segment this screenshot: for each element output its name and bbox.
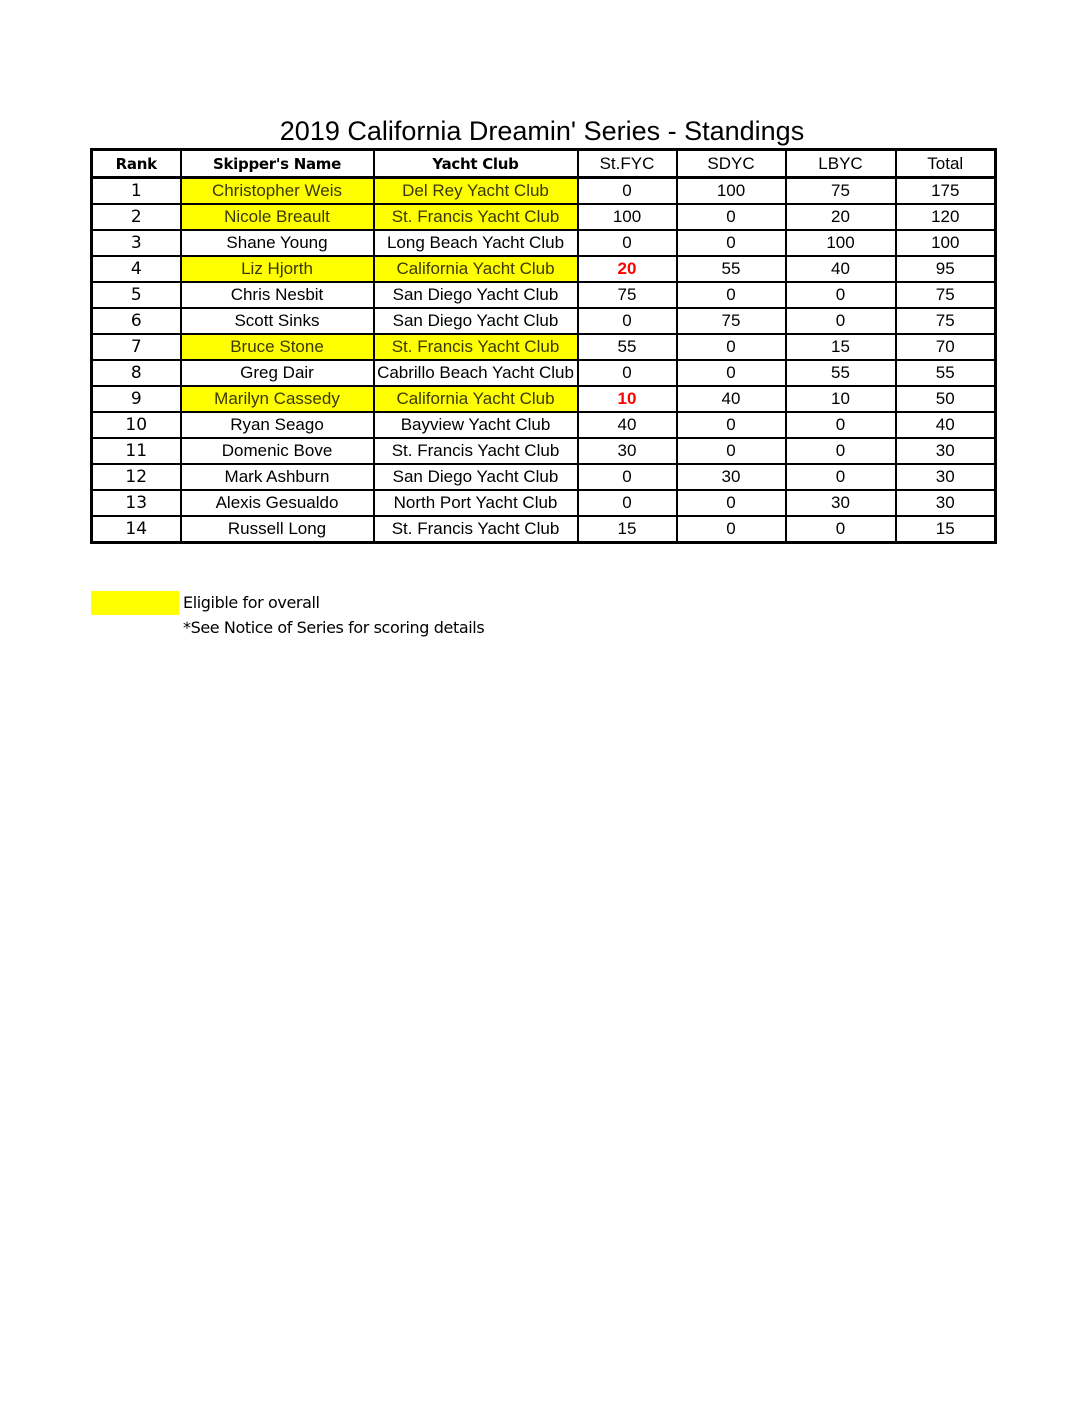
skipper-name-cell: Bruce Stone: [181, 334, 374, 360]
total-cell: 50: [896, 386, 996, 412]
total-cell: 175: [896, 178, 996, 205]
yacht-club-cell: Long Beach Yacht Club: [374, 230, 578, 256]
legend-label: Eligible for overall: [183, 593, 320, 612]
total-cell: 75: [896, 282, 996, 308]
standings-table: [90, 148, 997, 544]
sdyc-cell: 40: [677, 386, 786, 412]
header-skipper-name: Skipper's Name: [181, 150, 374, 178]
table-row: [92, 308, 996, 334]
lbyc-cell: 30: [786, 490, 896, 516]
stfyc-cell: 100: [578, 204, 677, 230]
total-cell: 30: [896, 464, 996, 490]
lbyc-cell: 20: [786, 204, 896, 230]
skipper-name-cell: Mark Ashburn: [181, 464, 374, 490]
sdyc-cell: 0: [677, 438, 786, 464]
rank-cell: 11: [92, 438, 181, 464]
sdyc-cell: 0: [677, 412, 786, 438]
table-row: [92, 256, 996, 282]
stfyc-cell: 0: [578, 178, 677, 205]
stfyc-cell: 0: [578, 490, 677, 516]
legend-swatch: [91, 591, 179, 615]
skipper-name-cell: Liz Hjorth: [181, 256, 374, 282]
scoring-note: *See Notice of Series for scoring details: [183, 618, 485, 637]
sdyc-cell: 0: [677, 516, 786, 543]
page-title: 2019 California Dreamin' Series - Standings: [279, 116, 805, 146]
yacht-club-cell: St. Francis Yacht Club: [374, 204, 578, 230]
lbyc-cell: 0: [786, 516, 896, 543]
total-cell: 30: [896, 438, 996, 464]
yacht-club-cell: St. Francis Yacht Club: [374, 334, 578, 360]
total-cell: 15: [896, 516, 996, 543]
yacht-club-cell: San Diego Yacht Club: [374, 308, 578, 334]
stfyc-cell: 0: [578, 464, 677, 490]
table-row: [92, 516, 996, 543]
stfyc-cell: 55: [578, 334, 677, 360]
skipper-name-cell: Christopher Weis: [181, 178, 374, 205]
stfyc-cell: 0: [578, 308, 677, 334]
sdyc-cell: 55: [677, 256, 786, 282]
table-row: [92, 334, 996, 360]
rank-cell: 9: [92, 386, 181, 412]
rank-cell: 2: [92, 204, 181, 230]
total-cell: 120: [896, 204, 996, 230]
total-cell: 75: [896, 308, 996, 334]
yacht-club-cell: San Diego Yacht Club: [374, 464, 578, 490]
rank-cell: 6: [92, 308, 181, 334]
skipper-name-cell: Alexis Gesualdo: [181, 490, 374, 516]
stfyc-cell: 0: [578, 360, 677, 386]
total-cell: 30: [896, 490, 996, 516]
table-row: [92, 204, 996, 230]
total-cell: 95: [896, 256, 996, 282]
lbyc-cell: 40: [786, 256, 896, 282]
sdyc-cell: 0: [677, 490, 786, 516]
rank-cell: 5: [92, 282, 181, 308]
table-row: [92, 178, 996, 205]
total-cell: 100: [896, 230, 996, 256]
sdyc-cell: 0: [677, 334, 786, 360]
rank-cell: 1: [92, 178, 181, 205]
table-row: [92, 230, 996, 256]
stfyc-cell: 75: [578, 282, 677, 308]
table-row: [92, 412, 996, 438]
stfyc-cell: 15: [578, 516, 677, 543]
stfyc-cell: 40: [578, 412, 677, 438]
sdyc-cell: 100: [677, 178, 786, 205]
total-cell: 40: [896, 412, 996, 438]
table-header-row: [92, 150, 996, 178]
stfyc-cell: 0: [578, 230, 677, 256]
lbyc-cell: 75: [786, 178, 896, 205]
table-row: [92, 464, 996, 490]
lbyc-cell: 0: [786, 464, 896, 490]
skipper-name-cell: Russell Long: [181, 516, 374, 543]
table-row: [92, 360, 996, 386]
header-stfyc: St.FYC: [578, 150, 677, 178]
skipper-name-cell: Ryan Seago: [181, 412, 374, 438]
yacht-club-cell: Bayview Yacht Club: [374, 412, 578, 438]
lbyc-cell: 100: [786, 230, 896, 256]
rank-cell: 7: [92, 334, 181, 360]
table-row: [92, 386, 996, 412]
lbyc-cell: 0: [786, 412, 896, 438]
rank-cell: 4: [92, 256, 181, 282]
sdyc-cell: 0: [677, 230, 786, 256]
stfyc-cell: 20: [578, 256, 677, 282]
sdyc-cell: 0: [677, 282, 786, 308]
skipper-name-cell: Shane Young: [181, 230, 374, 256]
header-yacht-club: Yacht Club: [374, 150, 578, 178]
header-lbyc: LBYC: [786, 150, 896, 178]
yacht-club-cell: California Yacht Club: [374, 386, 578, 412]
table-row: [92, 490, 996, 516]
yacht-club-cell: Del Rey Yacht Club: [374, 178, 578, 205]
skipper-name-cell: Domenic Bove: [181, 438, 374, 464]
skipper-name-cell: Nicole Breault: [181, 204, 374, 230]
standings-body: [92, 178, 996, 543]
stfyc-cell: 10: [578, 386, 677, 412]
yacht-club-cell: St. Francis Yacht Club: [374, 516, 578, 543]
table-row: [92, 282, 996, 308]
skipper-name-cell: Greg Dair: [181, 360, 374, 386]
rank-cell: 3: [92, 230, 181, 256]
rank-cell: 10: [92, 412, 181, 438]
lbyc-cell: 55: [786, 360, 896, 386]
sdyc-cell: 0: [677, 360, 786, 386]
total-cell: 70: [896, 334, 996, 360]
lbyc-cell: 0: [786, 438, 896, 464]
rank-cell: 14: [92, 516, 181, 543]
total-cell: 55: [896, 360, 996, 386]
header-rank: Rank: [92, 150, 181, 178]
rank-cell: 8: [92, 360, 181, 386]
header-total: Total: [896, 150, 996, 178]
stfyc-cell: 30: [578, 438, 677, 464]
yacht-club-cell: California Yacht Club: [374, 256, 578, 282]
rank-cell: 12: [92, 464, 181, 490]
lbyc-cell: 15: [786, 334, 896, 360]
yacht-club-cell: Cabrillo Beach Yacht Club: [374, 360, 578, 386]
sdyc-cell: 75: [677, 308, 786, 334]
yacht-club-cell: San Diego Yacht Club: [374, 282, 578, 308]
lbyc-cell: 0: [786, 282, 896, 308]
sdyc-cell: 30: [677, 464, 786, 490]
sdyc-cell: 0: [677, 204, 786, 230]
yacht-club-cell: North Port Yacht Club: [374, 490, 578, 516]
yacht-club-cell: St. Francis Yacht Club: [374, 438, 578, 464]
header-sdyc: SDYC: [677, 150, 786, 178]
skipper-name-cell: Marilyn Cassedy: [181, 386, 374, 412]
lbyc-cell: 10: [786, 386, 896, 412]
rank-cell: 13: [92, 490, 181, 516]
lbyc-cell: 0: [786, 308, 896, 334]
table-row: [92, 438, 996, 464]
skipper-name-cell: Scott Sinks: [181, 308, 374, 334]
skipper-name-cell: Chris Nesbit: [181, 282, 374, 308]
